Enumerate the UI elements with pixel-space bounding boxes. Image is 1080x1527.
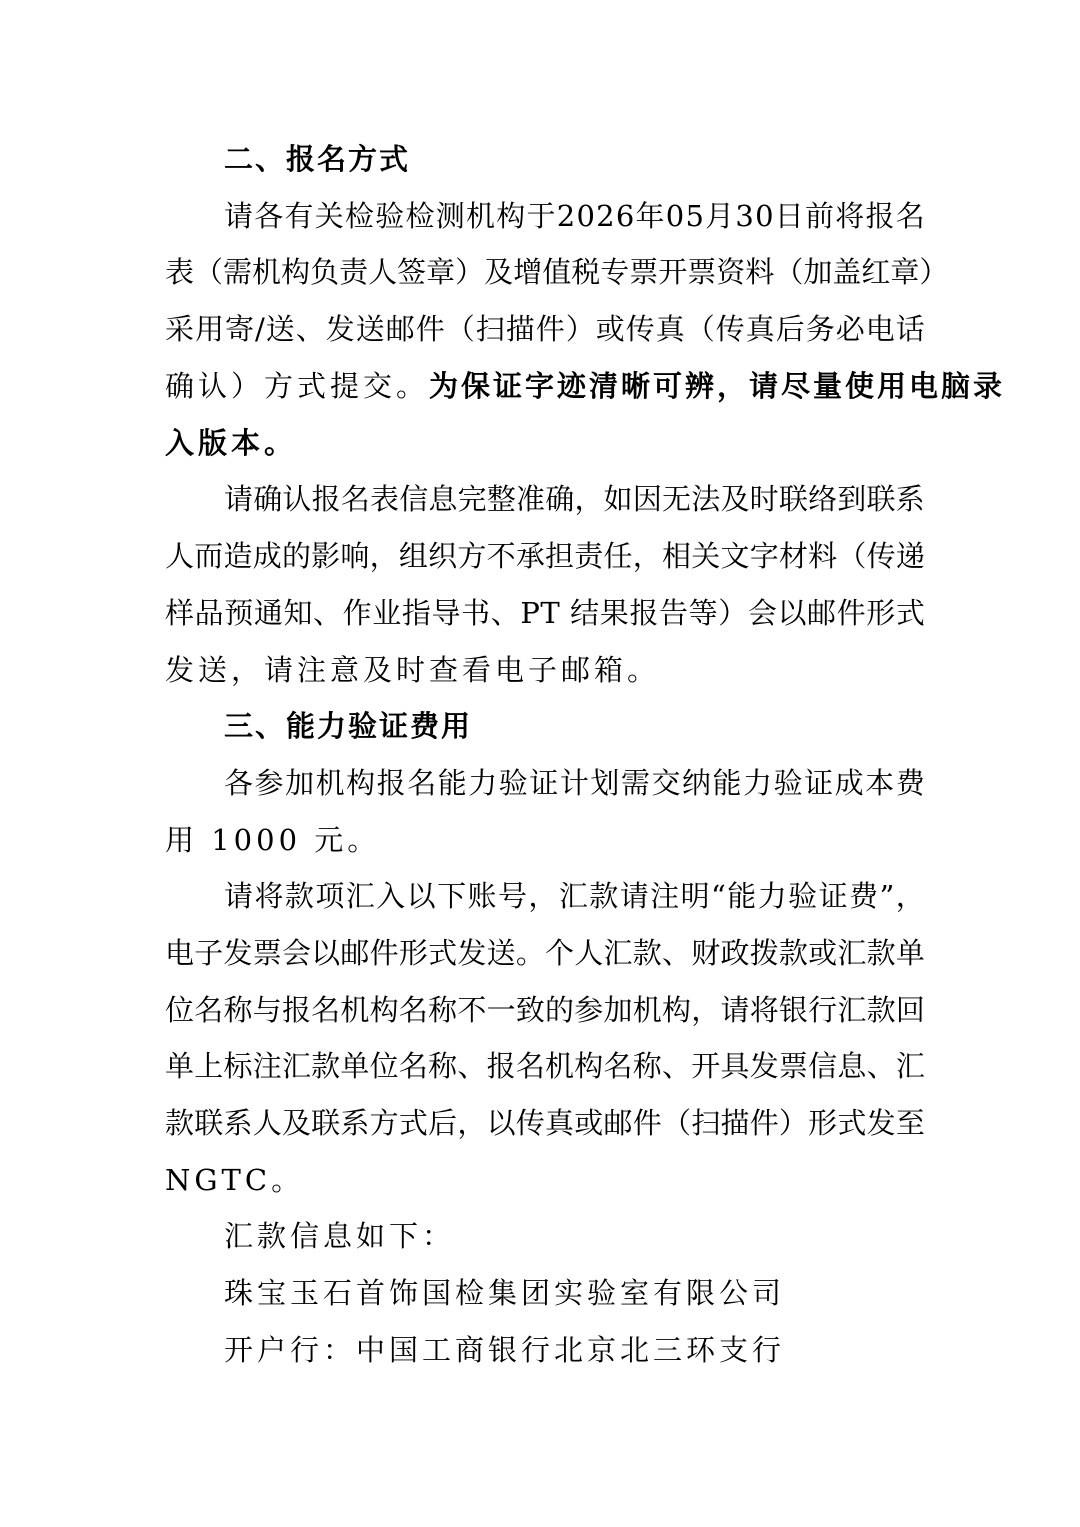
paragraph-line: 各 参 加 机 构 报 名 能 力 验 证 计 划 需 交 纳 能 力 验 证 成 本 费: [224, 766, 925, 800]
paragraph-line: 请 将 款 项 汇 入 以 下 账 号 ， 汇 款 请 注 明 “ 能 力 验 证 费 ” ，: [224, 879, 925, 913]
bank-name: 开户行：中国工商银行北京北三环支行: [224, 1333, 786, 1367]
paragraph-line: [165, 364, 1006, 408]
paragraph-line: 款 联 系 人 及 联 系 方 式 后 ， 以 传 真 或 邮 件 （ 扫 描 件 ） 形 式 发 至: [165, 1106, 925, 1140]
paragraph-text: 确认）方式提交。: [165, 369, 430, 403]
emphasis-text: 入版本。: [165, 426, 298, 460]
paragraph-line: 采 用 寄 / 送 、 发 送 邮 件 （ 扫 描 件 ） 或 传 真 （ 传 真 后 务 必 电 话: [165, 312, 925, 346]
paragraph-line: 用 1000 元。: [165, 823, 381, 857]
paragraph-line: 表 （ 需 机 构 负 责 人 签 章 ） 及 增 值 税 专 票 开 票 资 料 （ 加 盖 红 章 ）: [165, 255, 949, 289]
paragraph-line: 请 各 有 关 检 验 检 测 机 构 于 2 0 2 6 年 0 5 月 3 0 日 前 将 报 名: [224, 199, 925, 233]
paragraph-line: 人 而 造 成 的 影 响 ， 组 织 方 不 承 担 责 任 ， 相 关 文 字 材 料 （ 传 递: [165, 539, 925, 573]
paragraph-line: 请 确 认 报 名 表 信 息 完 整 准 确 ， 如 因 无 法 及 时 联 络 到 联 系: [224, 482, 925, 516]
account-name: 珠宝玉石首饰国检集团实验室有限公司: [224, 1276, 786, 1310]
section-heading-fees: 三、能力验证费用: [224, 709, 473, 743]
section-heading-registration: 二、报名方式: [224, 142, 411, 176]
paragraph-line: 电 子 发 票 会 以 邮 件 形 式 发 送 。 个 人 汇 款 、 财 政 拨 款 或 汇 款 单: [165, 936, 925, 970]
remittance-intro: 汇款信息如下：: [224, 1219, 456, 1253]
paragraph-line: 发送，请注意及时查看电子邮箱。: [165, 653, 661, 687]
paragraph-line: 单 上 标 注 汇 款 单 位 名 称 、 报 名 机 构 名 称 、 开 具 发 票 信 息 、 汇: [165, 1049, 925, 1083]
paragraph-line: NGTC。: [165, 1163, 305, 1197]
paragraph-line: 位 名 称 与 报 名 机 构 名 称 不 一 致 的 参 加 机 构 ， 请 将 银 行 汇 款 回: [165, 993, 925, 1027]
paragraph-line: 样 品 预 通 知 、 作 业 指 导 书 、 P T 结 果 报 告 等 ） 会 以 邮 件 形 式: [165, 596, 925, 630]
emphasis-text: 为保证字迹清晰可辨，请尽量使用电脑录: [429, 369, 1006, 403]
